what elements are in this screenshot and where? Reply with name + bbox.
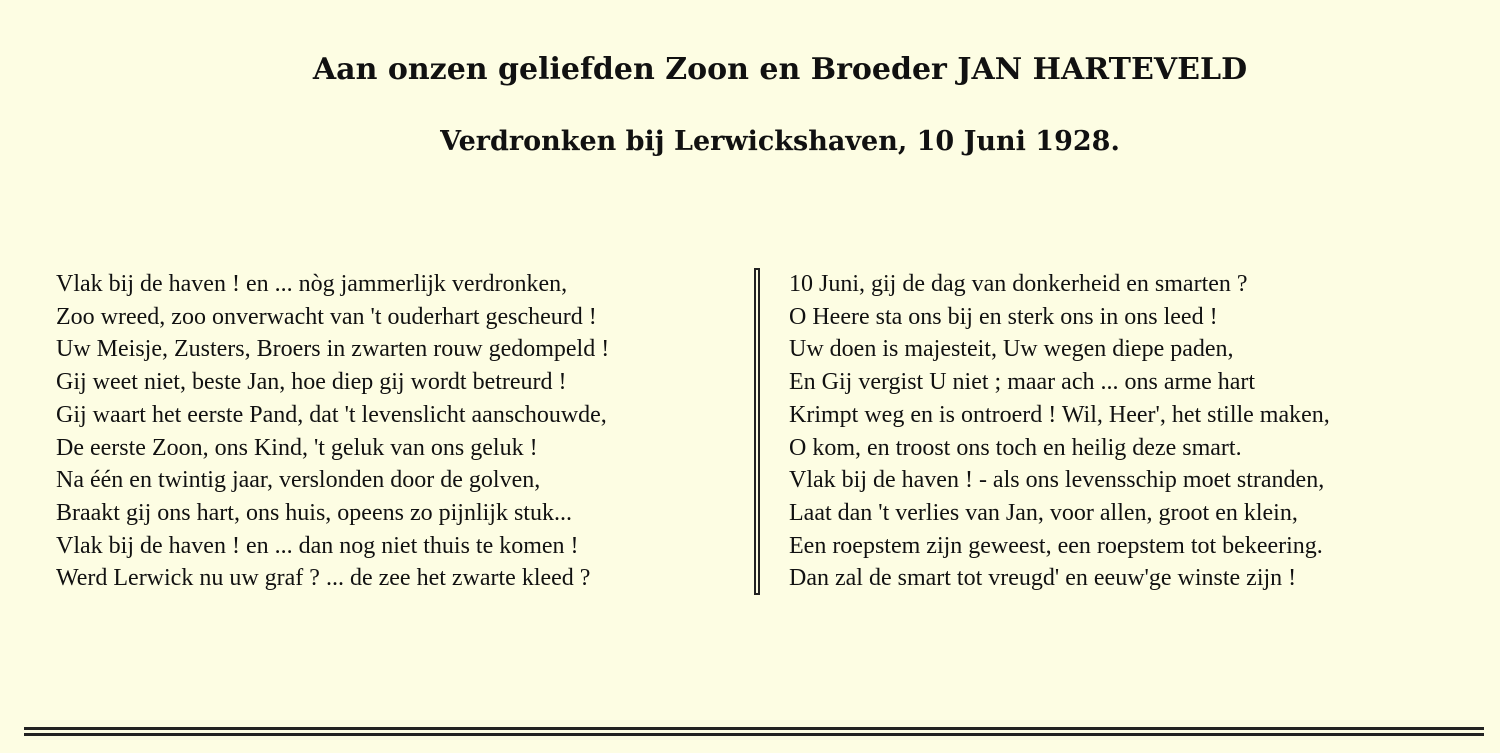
poem-line: Gij weet niet, beste Jan, hoe diep gij wordt betreurd ! [56, 369, 567, 396]
poem-line: Zoo wreed, zoo onverwacht van 't ouderhart gescheurd ! [56, 303, 597, 330]
poem-line: Dan zal de smart tot vreugd' en eeuw'ge winste zijn ! [789, 565, 1297, 592]
footer-rule-bottom [24, 733, 1484, 736]
poem-title: Aan onzen geliefden Zoon en Broeder JAN HARTEVELD [312, 52, 1248, 87]
poem-line: Uw doen is majesteit, Uw wegen diepe paden, [789, 336, 1234, 363]
poem-line: Gij waart het eerste Pand, dat 't levenslicht aanschouwde, [56, 401, 607, 428]
poem-line: Laat dan 't verlies van Jan, voor allen, groot en klein, [789, 499, 1298, 526]
poem-line: Krimpt weg en is ontroerd ! Wil, Heer', het stille maken, [789, 401, 1330, 428]
poem-line: Braakt gij ons hart, ons huis, opeens zo pijnlijk stuk... [56, 499, 572, 526]
poem-line: Vlak bij de haven ! - als ons levensschip moet stranden, [789, 467, 1325, 494]
poem-line: O Heere sta ons bij en sterk ons in ons leed ! [789, 303, 1218, 330]
poem-line: Vlak bij de haven ! en ... dan nog niet thuis te komen ! [56, 532, 579, 559]
column-divider [754, 268, 760, 595]
poem-line: De eerste Zoon, ons Kind, 't geluk van ons geluk ! [56, 434, 538, 461]
poem-line: Vlak bij de haven ! en ... nòg jammerlijk verdronken, [56, 271, 568, 297]
poem-line: 10 Juni, gij de dag van donkerheid en smarten ? [789, 271, 1248, 297]
footer-rule-top [24, 727, 1484, 730]
poem-line: Uw Meisje, Zusters, Broers in zwarten rouw gedompeld ! [56, 336, 610, 363]
left-stanza [56, 268, 609, 595]
right-stanza [789, 268, 1330, 595]
poem-line: Een roepstem zijn geweest, een roepstem tot bekeering. [789, 532, 1323, 559]
poem-line: Werd Lerwick nu uw graf ? ... de zee het zwarte kleed ? [56, 565, 591, 592]
poem-line: Na één en twintig jaar, verslonden door de golven, [56, 467, 541, 494]
poem-line: O kom, en troost ons toch en heilig deze smart. [789, 434, 1242, 461]
poem-line: En Gij vergist U niet ; maar ach ... ons arme hart [789, 369, 1256, 396]
poem-subtitle: Verdronken bij Lerwickshaven, 10 Juni 1928. [440, 126, 1120, 157]
